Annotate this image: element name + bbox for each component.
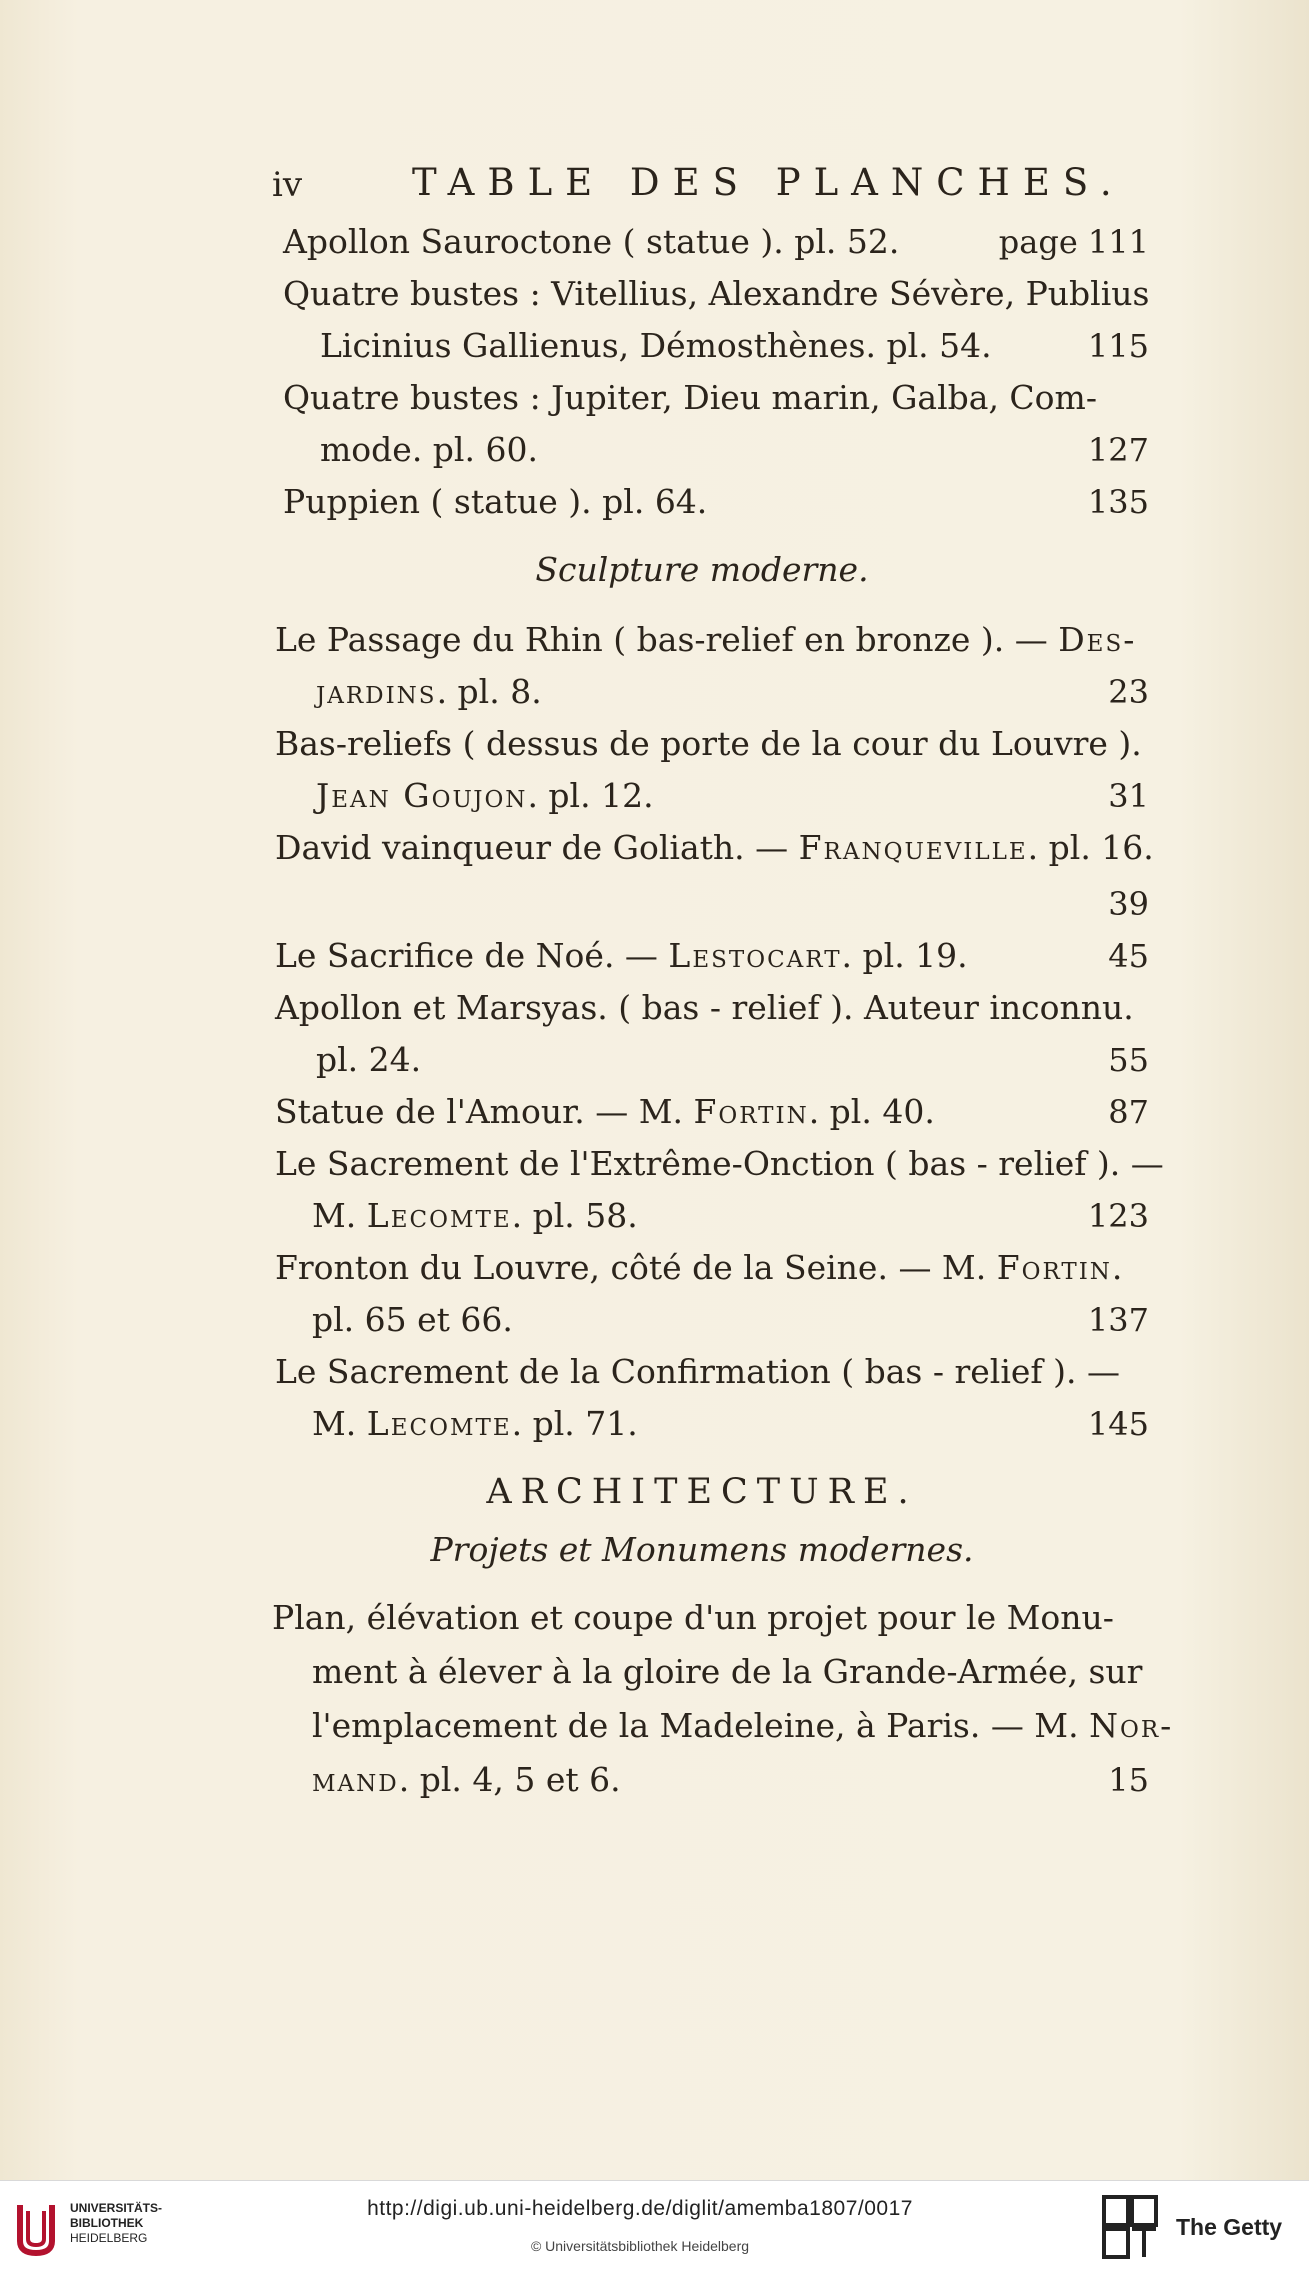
entry-line: Le Sacrement de l'Extrême-Onction ( bas - relief ). — [275,1144,1164,1183]
entry-page: 115 [1087,327,1149,365]
entry-line: Fronton du Louvre, côté de la Seine. — M. Fortin. [275,1248,1123,1287]
entry-page: page 111 [998,223,1149,261]
getty-logo-icon [1102,2195,1158,2259]
entry-page: 123 [1087,1197,1149,1235]
entry-line: Quatre bustes : Jupiter, Dieu marin, Galba, Com- [283,378,1097,417]
entry-line: pl. 24. [316,1040,422,1079]
entry-page: 55 [1108,1041,1149,1079]
entry-page: 31 [1108,777,1149,815]
entry-page: 23 [1108,673,1149,711]
ub-library-name: UNIVERSITÄTS- BIBLIOTHEK HEIDELBERG [70,2201,163,2245]
entry-line: M. Lecomte. pl. 58. [312,1196,638,1235]
entry-page: 127 [1087,431,1149,469]
getty-name: The Getty [1176,2214,1283,2240]
entry-page: 137 [1087,1301,1149,1339]
entry-page: 87 [1108,1093,1149,1131]
entry-line: Statue de l'Amour. — M. Fortin. pl. 40. [275,1092,935,1131]
entry-page: 135 [1087,483,1149,521]
entry-page: 15 [1108,1761,1149,1799]
section-heading-architecture: ARCHITECTURE. [486,1472,918,1512]
entry-line: Quatre bustes : Vitellius, Alexandre Sévère, Publius [283,274,1150,313]
entry-line: Apollon Sauroctone ( statue ). pl. 52. [283,222,900,261]
viewer-footer [0,2180,1309,2276]
permalink-url[interactable]: http://digi.ub.uni-heidelberg.de/diglit/amemba1807/0017 [367,2197,913,2220]
entry-page: 39 [1108,885,1149,923]
entry-page: 145 [1087,1405,1149,1443]
entry-line: mand. pl. 4, 5 et 6. [312,1760,621,1799]
entry-line: Jean Goujon. pl. 12. [316,776,654,815]
entry-page: 45 [1108,937,1149,975]
section-heading-sculpture: Sculpture moderne. [535,550,869,589]
page-title: TABLE DES PLANCHES. [412,161,1125,204]
entry-line: Puppien ( statue ). pl. 64. [283,482,708,521]
folio-number: iv [272,165,303,205]
entry-line: Apollon et Marsyas. ( bas - relief ). Auteur inconnu. [275,988,1134,1027]
page-header [272,161,1132,213]
entry-line: jardins. pl. 8. [316,672,542,711]
entry-line: l'emplacement de la Madeleine, à Paris. — M. Nor- [312,1706,1174,1745]
entry-line: David vainqueur de Goliath. — Franqueville. pl. 16. [275,828,1154,867]
entry-line: Le Passage du Rhin ( bas-relief en bronze ). — Des- [275,620,1137,659]
entry-line: Bas-reliefs ( dessus de porte de la cour du Louvre ). [275,724,1142,763]
entry-line: mode. pl. 60. [320,430,538,469]
entry-line: ment à élever à la gloire de la Grande-Armée, sur [312,1652,1143,1691]
entry-line: Licinius Gallienus, Démosthènes. pl. 54. [320,326,992,365]
copyright-notice: © Universitätsbibliothek Heidelberg [530,2238,750,2254]
section-subheading-projets: Projets et Monumens modernes. [430,1530,974,1569]
entry-line: pl. 65 et 66. [312,1300,513,1339]
entry-line: M. Lecomte. pl. 71. [312,1404,638,1443]
entry-line: Le Sacrifice de Noé. — Lestocart. pl. 19. [275,936,968,975]
ub-heidelberg-logo-icon [14,2201,58,2257]
entry-line: Le Sacrement de la Confirmation ( bas - relief ). — [275,1352,1120,1391]
entry-line: Plan, élévation et coupe d'un projet pour le Monu- [272,1598,1114,1637]
